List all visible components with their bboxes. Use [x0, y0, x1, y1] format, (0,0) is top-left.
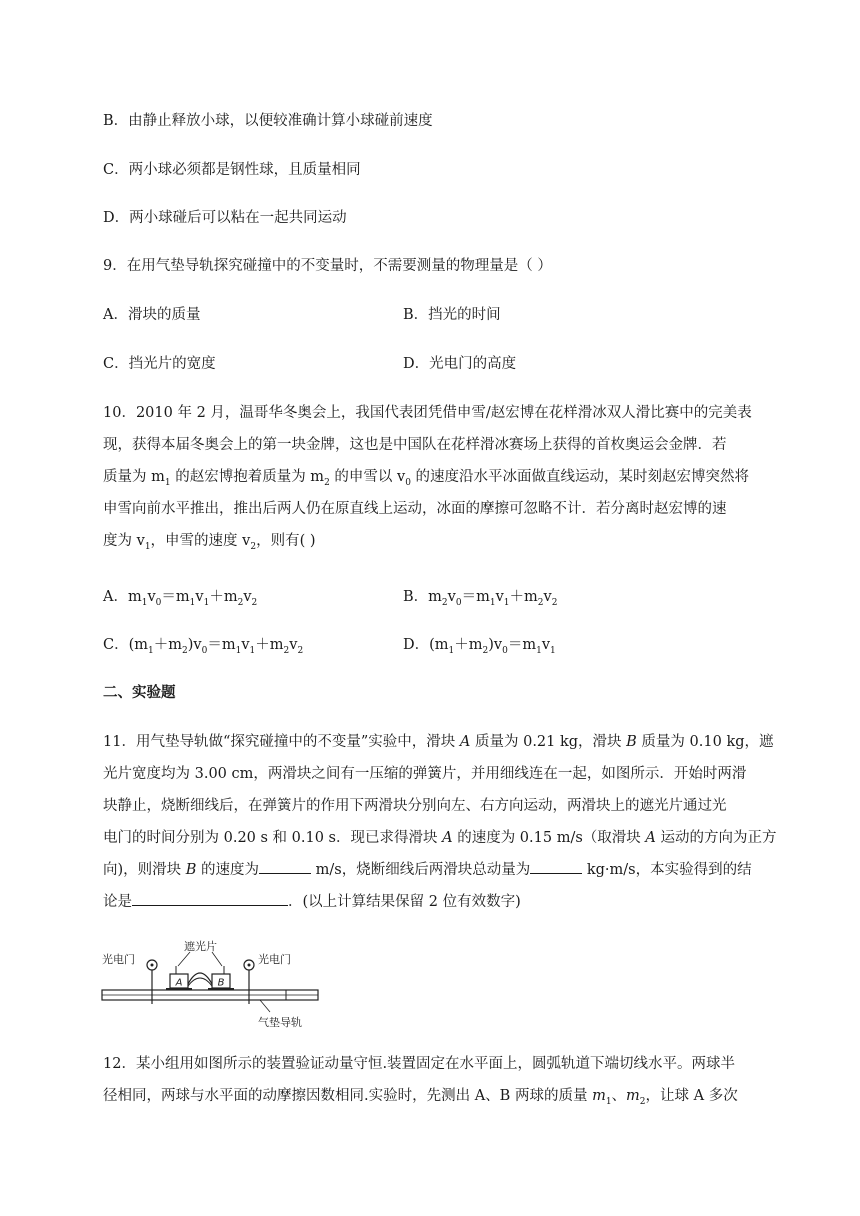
q10-line-3: 质量为 $m_1$ 的赵宏博抱着质量为 $m_2$ 的申雪以 $v_0$ 的速度沿水平冰面做直线运动，某时刻赵宏博突然将 [103, 469, 750, 488]
q10-line-1: 10．2010 年 2 月，温哥华冬奥会上，我国代表团凭借申雪/赵宏博在花样滑冰双人滑比赛中的完美表 [103, 405, 752, 421]
q9-option-c: C．挡光片的宽度 [103, 356, 216, 372]
answer-blank-total-momentum[interactable] [530, 872, 582, 874]
block-a-label: A [175, 977, 183, 989]
q11-line-2: 光片宽度均为 3.00 cm，两滑块之间有一压缩的弹簧片，并用细线连在一起，如图所示．开始时两滑 [103, 766, 747, 782]
q12-line-1: 12．某小组用如图所示的装置验证动量守恒.装置固定在水平面上，圆弧轨道下端切线水平。两球半 [103, 1056, 736, 1072]
q11-line-3: 块静止，烧断细线后，在弹簧片的作用下两滑块分别向左、右方向运动，两滑块上的遮光片通过光 [103, 798, 727, 814]
q11-line-4: 电门的时间分别为 0.20 s 和 0.10 s．现已求得滑块 A 的速度为 0.15 m/s（取滑块 A 运动的方向为正方 [103, 830, 777, 846]
q10-option-d: D．$(m_1+m_2)v_0=m_1v_1$ [403, 637, 556, 656]
q8-option-c: C．两小球必须都是钢性球，且质量相同 [103, 162, 361, 178]
q10-line-2: 现，获得本届冬奥会上的第一块金牌，这也是中国队在花样滑冰赛场上获得的首枚奥运会金牌．若 [103, 437, 727, 453]
section-heading-experiment: 二、实验题 [103, 684, 176, 701]
q10-option-c: C．$(m_1+m_2)v_0=m_1v_1+m_2v_2$ [103, 637, 304, 656]
q11-line-6: 论是 ．(以上计算结果保留 2 位有效数字) [103, 894, 521, 910]
q10-option-a: A．$m_1v_0=m_1v_1+m_2v_2$ [103, 589, 258, 608]
label-photogate-right: 光电门 [258, 953, 291, 966]
label-air-track: 气垫导轨 [258, 1016, 302, 1029]
label-shade-plate: 遮光片 [184, 940, 217, 953]
q9-option-b: B．挡光的时间 [403, 307, 501, 323]
block-b-label: B [217, 977, 225, 989]
q11-line-5: 向)，则滑块 B 的速度为 m/s，烧断细线后两滑块总动量为 kg·m/s，本实验得到的结 [103, 862, 752, 878]
answer-blank-velocity-b[interactable] [259, 872, 311, 874]
q8-option-d: D．两小球碰后可以粘在一起共同运动 [103, 210, 347, 226]
answer-blank-conclusion[interactable] [132, 904, 288, 906]
label-photogate-left: 光电门 [102, 953, 135, 966]
q11-line-1: 11．用气垫导轨做“探究碰撞中的不变量”实验中，滑块 A 质量为 0.21 kg，滑块 B 质量为 0.10 kg，遮 [103, 734, 774, 750]
q8-option-b: B．由静止释放小球，以便较准确计算小球碰前速度 [103, 113, 433, 129]
q12-line-2: 径相同，两球与水平面的动摩擦因数相同.实验时，先测出 A、B 两球的质量 $m_1$、$m_2$，让球 A 多次 [103, 1088, 738, 1107]
q10-line-5: 度为 $v_1$，申雪的速度 $v_2$，则有( ) [103, 533, 316, 552]
air-track-figure [100, 938, 322, 1030]
q9-stem: 9．在用气垫导轨探究碰撞中的不变量时，不需要测量的物理量是（ ） [103, 258, 552, 274]
q10-line-4: 申雪向前水平推出，推出后两人仍在原直线上运动，冰面的摩擦可忽略不计．若分离时赵宏博的速 [103, 501, 727, 517]
q10-option-b: B．$m_2v_0=m_1v_1+m_2v_2$ [403, 589, 558, 608]
q9-option-d: D．光电门的高度 [403, 356, 517, 372]
q9-option-a: A．滑块的质量 [103, 307, 201, 323]
